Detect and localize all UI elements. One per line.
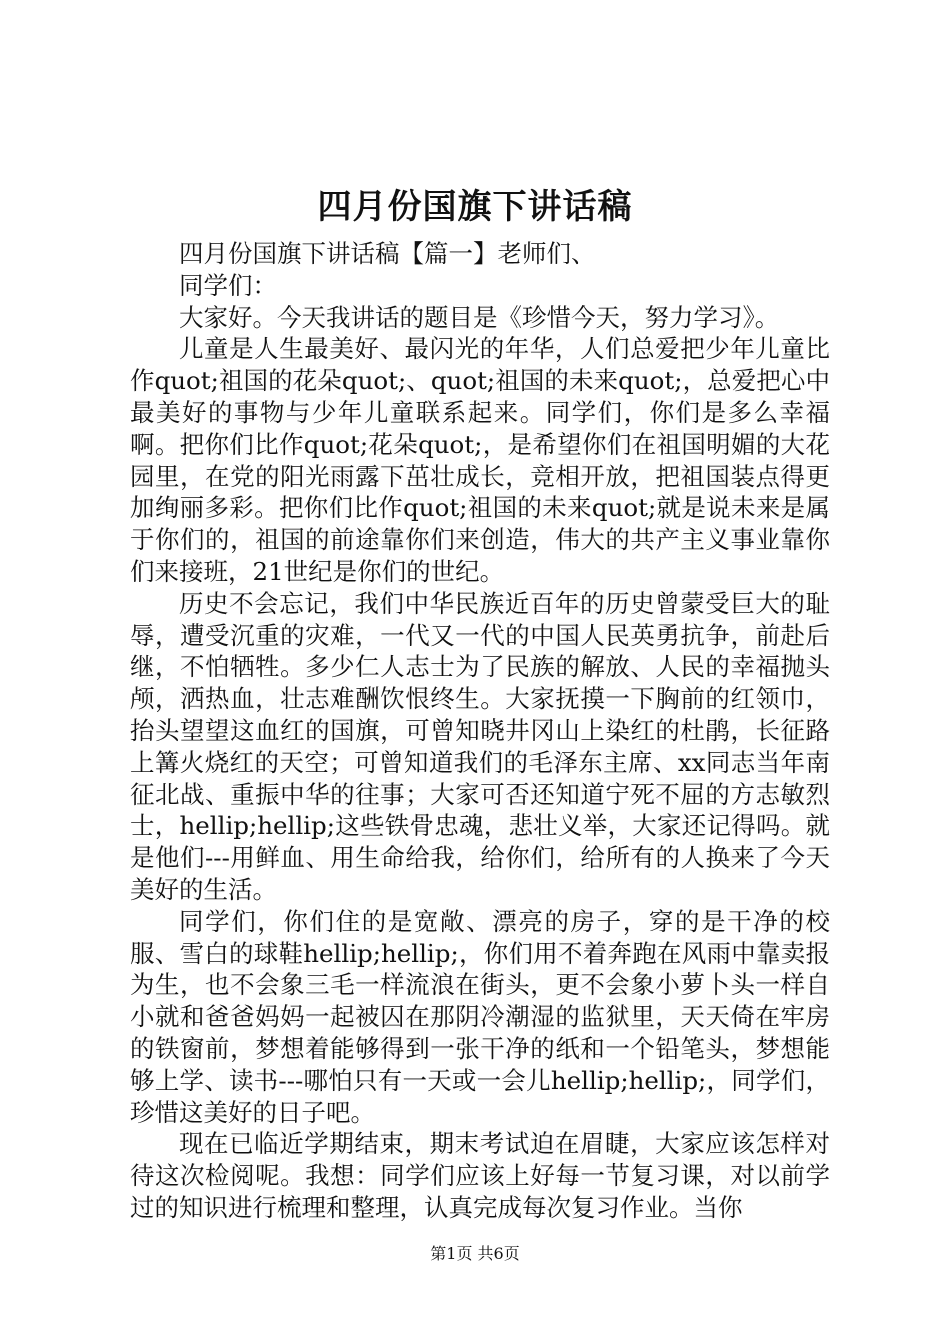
document-body	[130, 238, 830, 1224]
paragraph-greeting: 大家好。今天我讲话的题目是《珍惜今天，努力学习》。	[179, 302, 780, 332]
paragraph-salutation: 同学们：	[179, 270, 277, 300]
page-footer: 第1页 共6页	[430, 1244, 520, 1263]
paragraph: 历史不会忘记，我们中华民族近百年的历史曾蒙受巨大的耻辱，遭受沉重的灾难，一代又一代的中国人民英勇抗争，前赴后继，不怕牺牲。多少仁人志士为了民族的解放、人民的幸福抛头颅，洒热血，壮志难酬饮恨终生。大家抚摸一下胸前的红领巾，抬头望望这血红的国旗，可曾知晓井冈山上染红的杜鹃，长征路上篝火烧红的天空；可曾知道我们的毛泽东主席、xx同志当年南征北战、重振中华的往事；大家可否还知道宁死不屈的方志敏烈士，hellip;hellip;这些铁骨忠魂，悲壮义举，大家还记得吗。就是他们---用鲜血、用生命给我，给你们，给所有的人换来了今天美好的生活。	[130, 588, 830, 904]
paragraph: 同学们，你们住的是宽敞、漂亮的房子，穿的是干净的校服、雪白的球鞋hellip;hellip;，你们用不着奔跑在风雨中靠卖报为生，也不会象三毛一样流浪在街头，更不会象小萝卜头一样自小就和爸爸妈妈一起被囚在那阴冷潮湿的监狱里，天天倚在牢房的铁窗前，梦想着能够得到一张干净的纸和一个铅笔头，梦想能够上学、读书---哪怕只有一天或一会儿hellip;hellip;，同学们，珍惜这美好的日子吧。	[130, 906, 830, 1127]
paragraph: 儿童是人生最美好、最闪光的年华，人们总爱把少年儿童比作quot;祖国的花朵quot;、quot;祖国的未来quot;，总爱把心中最美好的事物与少年儿童联系起来。同学们，你们是多么幸福啊。把你们比作quot;花朵quot;，是希望你们在祖国明媚的大花园里，在党的阳光雨露下茁壮成长，竞相开放，把祖国装点得更加绚丽多彩。把你们比作quot;祖国的未来quot;就是说未来是属于你们的，祖国的前途靠你们来创造，伟大的共产主义事业靠你们来接班，21世纪是你们的世纪。	[130, 334, 830, 586]
page-title: 四月份国旗下讲话稿	[317, 187, 633, 227]
paragraph: 现在已临近学期结束，期末考试迫在眉睫，大家应该怎样对待这次检阅呢。我想：同学们应该上好每一节复习课，对以前学过的知识进行梳理和整理，认真完成每次复习作业。当你	[130, 1129, 830, 1222]
paragraph-heading-line: 四月份国旗下讲话稿【篇一】老师们、	[179, 239, 596, 268]
